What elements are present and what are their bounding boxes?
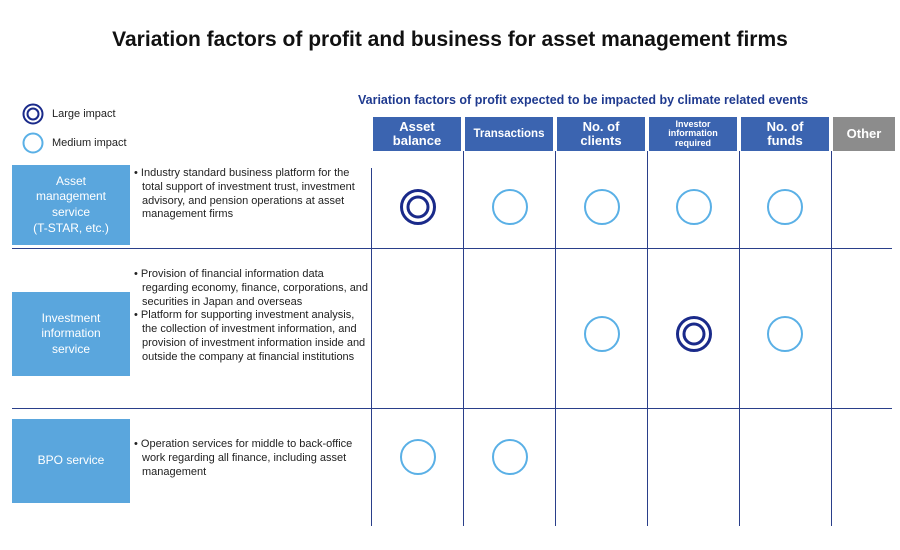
medium-impact-icon xyxy=(490,437,530,477)
service-label-line: (T-STAR, etc.) xyxy=(33,220,109,235)
description-bullet-text: Operation services for middle to back-office work regarding all finance, including asset management xyxy=(140,438,353,478)
impact-ring xyxy=(768,317,802,351)
column-header-asset-balance xyxy=(373,117,461,151)
legend-medium xyxy=(22,132,127,154)
column-header-line: information xyxy=(668,128,718,139)
description-bullet: • Industry standard business platform for the total support of investment trust, investment advisory, and pension operations at asset management firms xyxy=(134,167,355,221)
description-bullet: • Platform for supporting investment analysis, the collection of investment information, and provision of investment information inside and outside the company at financial institutions xyxy=(134,309,366,363)
impact-ring xyxy=(493,440,527,474)
impact-ring xyxy=(678,318,711,351)
grid-line xyxy=(739,151,740,526)
medium-impact-icon xyxy=(582,187,622,227)
medium-impact-icon xyxy=(582,314,622,354)
column-header-line: clients xyxy=(580,133,622,148)
page-title: Variation factors of profit and business for asset management firms xyxy=(112,28,788,51)
service-label-line: service xyxy=(51,341,90,356)
medium-impact-icon xyxy=(22,132,44,154)
medium-impact-icon xyxy=(398,437,438,477)
column-header-line: Investor xyxy=(675,118,711,129)
impact-ring xyxy=(684,324,704,344)
column-header-transactions xyxy=(465,117,553,151)
column-header-other xyxy=(833,117,895,151)
large-impact-icon xyxy=(398,187,438,227)
description-bullet-text: Platform for supporting investment analysis, the collection of investment information, and provision of investment information inside and outside the company at financial institutions xyxy=(140,309,366,363)
column-header-line: No. of xyxy=(766,119,804,135)
table-subtitle: Variation factors of profit expected to be impacted by climate related events xyxy=(358,93,809,107)
service-label-line: service xyxy=(51,205,90,219)
legend-large xyxy=(22,103,116,125)
column-header-no-of-clients xyxy=(557,117,645,151)
column-header-line: balance xyxy=(392,133,442,148)
column-header-line: Asset xyxy=(399,119,435,135)
service-investment-information xyxy=(12,292,130,376)
impact-ring xyxy=(677,190,711,224)
service-asset-management xyxy=(12,165,130,245)
grid-line xyxy=(647,151,648,526)
impact-ring xyxy=(768,190,802,224)
description-bullet-text: Provision of financial information data regarding economy, finance, corporations, and securities in Japan and overseas xyxy=(140,268,369,308)
service-label-line: BPO service xyxy=(37,453,105,468)
grid-line xyxy=(463,151,464,526)
column-header-line: Other xyxy=(846,126,882,142)
row-divider xyxy=(12,248,892,249)
impact-ring xyxy=(408,197,428,217)
medium-impact-icon xyxy=(674,187,714,227)
description-bullet: • Operation services for middle to back-office work regarding all finance, including asset management xyxy=(134,438,353,478)
service-label-line: Investment xyxy=(41,310,101,325)
service-description-bpo xyxy=(134,438,372,479)
grid-line xyxy=(831,151,832,526)
description-bullet: • Provision of financial information data regarding economy, finance, corporations, and securities in Japan and overseas xyxy=(134,268,369,308)
service-description-investment-information xyxy=(134,268,372,364)
service-label-line: management xyxy=(35,189,107,204)
column-header-line: No. of xyxy=(582,119,620,135)
impact-ring xyxy=(585,317,619,351)
column-header-line: funds xyxy=(767,133,803,148)
service-label-line: information xyxy=(41,326,101,341)
column-header-investor-information-required xyxy=(649,117,737,151)
large-impact-icon xyxy=(674,314,714,354)
impact-ring xyxy=(585,190,619,224)
medium-impact-icon xyxy=(490,187,530,227)
medium-impact-icon xyxy=(765,314,805,354)
medium-impact-icon xyxy=(765,187,805,227)
impact-ring xyxy=(401,440,435,474)
row-divider xyxy=(12,408,892,409)
large-impact-icon xyxy=(22,103,44,125)
service-description-asset-management xyxy=(134,167,372,222)
column-header-no-of-funds xyxy=(741,117,829,151)
service-bpo xyxy=(12,419,130,503)
service-label-line: Asset xyxy=(55,173,86,188)
column-header-line: Transactions xyxy=(473,127,545,140)
legend-large-label: Large impact xyxy=(52,108,116,120)
legend-medium-label: Medium impact xyxy=(52,137,127,149)
column-header-line: required xyxy=(674,137,711,148)
grid-line xyxy=(555,151,556,526)
impact-ring xyxy=(402,191,435,224)
description-bullet-text: Industry standard business platform for the total support of investment trust, investment advisory, and pension operations at asset management firms xyxy=(140,167,355,221)
impact-ring xyxy=(493,190,527,224)
